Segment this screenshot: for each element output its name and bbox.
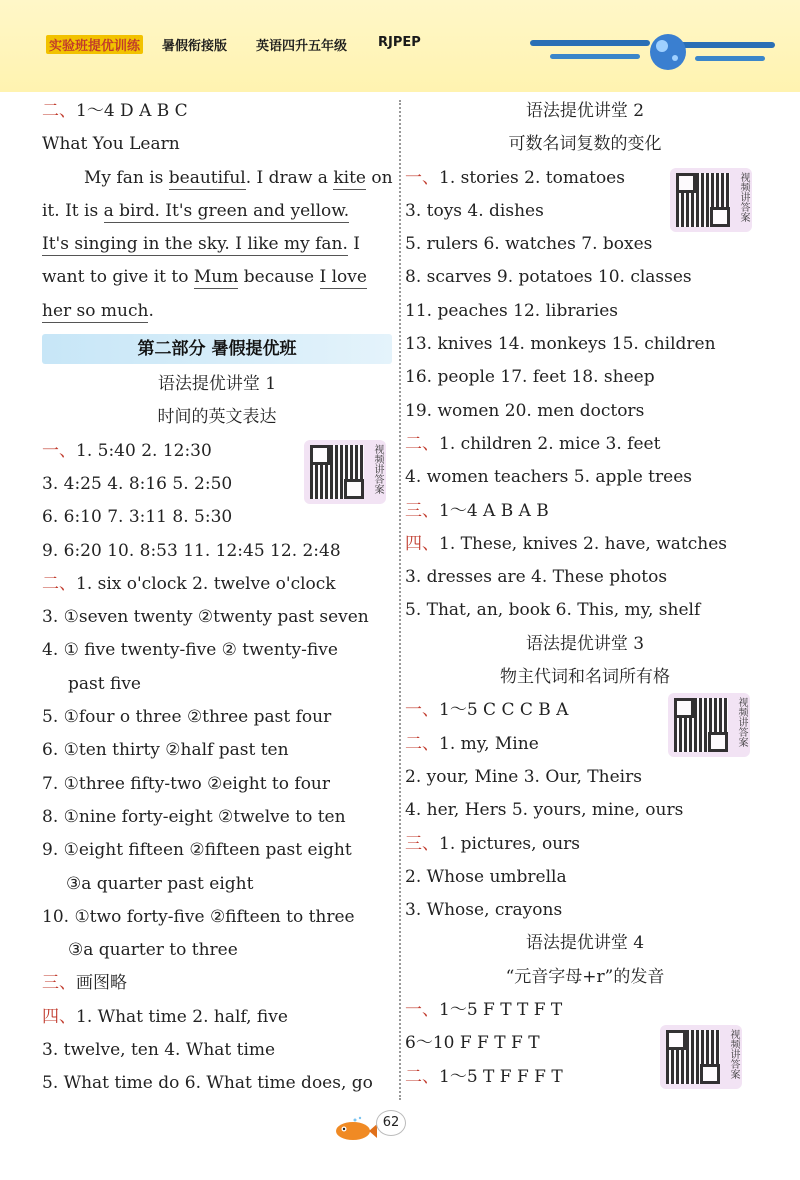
answer-line (42, 668, 392, 701)
left-column (42, 95, 392, 1101)
answer-text: 2. Whose umbrella (405, 866, 567, 887)
answer-text: ③a quarter past eight (66, 873, 254, 894)
answer-text: 11. peaches 12. libraries (405, 300, 618, 321)
qr-code-lesson-1[interactable] (304, 440, 386, 504)
answer-line (42, 834, 392, 867)
answer-line (42, 95, 392, 128)
question-number: 三、 (405, 833, 439, 854)
answer-text: What You Learn (42, 134, 180, 155)
answer-text: 9. 6:20 10. 8:53 11. 12:45 12. 2:48 (42, 540, 341, 561)
answer-line (405, 328, 765, 361)
answer-line (42, 868, 392, 901)
answer-text: 8. scarves 9. potatoes 10. classes (405, 267, 692, 288)
answer-text: ③a quarter to three (68, 940, 238, 961)
answer-line (42, 228, 392, 261)
lesson-1-subtitle: 时间的英文表达 (157, 407, 277, 428)
answer-line (42, 734, 392, 767)
lesson-2-title: 语法提优讲堂 2 (525, 101, 645, 121)
series-brand: 实验班提优训练 (46, 35, 143, 54)
answer-text: it. It is (42, 200, 104, 221)
answer-line (42, 768, 392, 801)
qr-code-lesson-4[interactable] (660, 1025, 742, 1089)
answer-text: 3. ①seven twenty ②twenty past seven (42, 607, 369, 628)
edition-label: 暑假衔接版 (162, 39, 228, 54)
answer-text: 3. dresses are 4. These photos (405, 567, 668, 588)
right-column (405, 95, 765, 1094)
answer-line (405, 761, 765, 794)
question-number: 二、 (405, 1066, 439, 1087)
answer-text: 8. ①nine forty-eight ②twelve to ten (42, 806, 346, 827)
answer-text: . (148, 300, 154, 321)
answer-text: kite (333, 167, 366, 188)
answer-line (42, 501, 392, 534)
answer-text: past five (68, 673, 141, 694)
qr-code-icon (676, 173, 730, 227)
qr-code-lesson-2[interactable] (670, 168, 752, 232)
answer-text: 9. ①eight fifteen ②fifteen past eight (42, 840, 352, 861)
answer-line (405, 395, 765, 428)
page-header (0, 0, 800, 92)
answer-line (405, 861, 765, 894)
lesson-3-title: 语法提优讲堂 3 (525, 633, 645, 654)
answer-text: Mum (193, 267, 239, 288)
answer-line (405, 894, 765, 927)
column-divider (399, 100, 401, 1100)
answer-text: 3. 4:25 4. 8:16 5. 2:50 (42, 473, 233, 494)
answer-text: 5. That, an, book 6. This, my, shelf (405, 600, 701, 621)
answer-line (405, 428, 765, 461)
answer-text: her so much (42, 300, 149, 321)
answer-line (405, 561, 765, 594)
answer-line (405, 994, 765, 1027)
answer-text: My fan is (84, 167, 169, 188)
question-number: 二、 (405, 433, 439, 454)
lesson-4-subtitle: “元音字母+r”的发音 (505, 966, 665, 987)
answer-line (42, 195, 392, 228)
answer-line (405, 295, 765, 328)
answer-text: 5. rulers 6. watches 7. boxes (405, 234, 653, 255)
answer-block-reading (42, 95, 392, 328)
answer-line (42, 601, 392, 634)
qr-label: 视频讲答案 (736, 697, 747, 747)
answer-text: because (238, 267, 320, 288)
question-number: 二、 (42, 101, 76, 121)
answer-line (405, 594, 765, 627)
answer-text: . I draw a (245, 167, 334, 188)
answer-line (42, 701, 392, 734)
answer-text: 1. These, knives 2. have, watches (439, 533, 727, 554)
answer-text: 3. twelve, ten 4. What time (42, 1040, 276, 1061)
answer-text: 6. ①ten thirty ②half past ten (42, 740, 289, 761)
question-number: 三、 (42, 973, 76, 994)
answer-text: 3. Whose, crayons (405, 900, 563, 921)
lesson-4-title: 语法提优讲堂 4 (525, 933, 645, 954)
question-number: 二、 (405, 733, 439, 754)
answer-text: 6. 6:10 7. 3:11 8. 5:30 (42, 507, 233, 528)
answer-text: 19. women 20. men doctors (405, 400, 645, 421)
answer-text: 4. her, Hers 5. yours, mine, ours (405, 800, 684, 821)
header-bar (0, 32, 540, 52)
answer-text: 7. ①three fifty-two ②eight to four (42, 773, 331, 794)
question-number: 一、 (405, 167, 439, 188)
answer-text: 1. my, Mine (439, 733, 539, 754)
answer-text: I (347, 234, 361, 255)
answer-line (42, 295, 392, 328)
answer-block-lesson-1 (42, 435, 392, 1101)
lesson-3-subtitle: 物主代词和名词所有格 (500, 667, 670, 688)
answer-text: 5. What time do 6. What time does, go (42, 1073, 373, 1094)
answer-text: 4. ① five twenty-five ② twenty-five (42, 640, 338, 661)
question-number: 四、 (42, 1006, 76, 1027)
answer-text: a bird. It's green and yellow. (103, 200, 350, 221)
qr-code-icon (310, 445, 364, 499)
answer-text: 16. people 17. feet 18. sheep (405, 367, 655, 388)
answer-text: I love (319, 267, 367, 288)
answer-text: 13. knives 14. monkeys 15. children (405, 334, 716, 355)
lesson-1-title: 语法提优讲堂 1 (157, 374, 277, 395)
answer-line (42, 162, 392, 195)
answer-text: 1～5 C C C B A (439, 700, 569, 721)
question-number: 一、 (405, 1000, 439, 1021)
qr-label: 视频讲答案 (738, 172, 749, 222)
answer-line (42, 1001, 392, 1034)
answer-text: 1. 5:40 2. 12:30 (76, 440, 212, 461)
question-number: 三、 (405, 500, 439, 521)
answer-text: 1. children 2. mice 3. feet (439, 433, 661, 454)
answer-line (405, 461, 765, 494)
answer-text: 5. ①four o three ②three past four (42, 707, 332, 728)
answer-text: 6～10 F F T F T (405, 1033, 540, 1054)
answer-text: 1. stories 2. tomatoes (439, 167, 625, 188)
answer-line (405, 228, 765, 261)
answer-text: 1～4 A B A B (439, 500, 549, 521)
answer-text: beautiful (168, 167, 246, 188)
answer-line (405, 261, 765, 294)
header-decoration (530, 30, 780, 80)
answer-text: 4. women teachers 5. apple trees (405, 467, 692, 488)
question-number: 一、 (405, 700, 439, 721)
answer-text: 2. your, Mine 3. Our, Theirs (405, 766, 642, 787)
answer-text: 10. ①two forty-five ②fifteen to three (42, 906, 355, 927)
answer-text: 3. toys 4. dishes (405, 200, 544, 221)
answer-text: 1. pictures, ours (439, 833, 580, 854)
answer-line (405, 828, 765, 861)
answer-line (42, 261, 392, 294)
qr-label: 视频讲答案 (728, 1029, 739, 1079)
qr-label: 视频讲答案 (372, 444, 383, 494)
subject-label: 英语四升五年级 (256, 39, 348, 54)
qr-code-icon (666, 1030, 720, 1084)
answer-line (42, 967, 392, 1000)
answer-text: 1～4 D A B C (76, 101, 188, 121)
answer-line (42, 128, 392, 161)
answer-text: 1. six o'clock 2. twelve o'clock (76, 573, 336, 594)
answer-line (42, 801, 392, 834)
qr-code-icon (674, 698, 728, 752)
answer-line (405, 361, 765, 394)
qr-code-lesson-3[interactable] (668, 693, 750, 757)
answer-text: 1～5 F T T F T (439, 1000, 563, 1021)
edition-code: RJPEP (378, 35, 421, 50)
question-number: 一、 (42, 440, 76, 461)
page-number: 62 (376, 1110, 406, 1136)
answer-line (405, 528, 765, 561)
answer-line (42, 568, 392, 601)
answer-text: 1～5 T F F F T (439, 1066, 563, 1087)
answer-line (42, 901, 392, 934)
answer-text: It's singing in the sky. I like my fan. (42, 234, 348, 255)
answer-line (42, 1067, 392, 1100)
answer-line (42, 634, 392, 667)
answer-line (405, 495, 765, 528)
answer-text: want to give it to (42, 267, 194, 288)
question-number: 二、 (42, 573, 76, 594)
section-title: 第二部分 暑假提优班 (42, 334, 392, 364)
answer-text: on (365, 167, 393, 188)
answer-line (42, 934, 392, 967)
answer-text: 1. What time 2. half, five (76, 1006, 288, 1027)
lesson-2-subtitle: 可数名词复数的变化 (508, 134, 662, 155)
question-number: 四、 (405, 533, 439, 554)
answer-line (405, 794, 765, 827)
answer-line (42, 535, 392, 568)
fish-mascot-icon (333, 1116, 377, 1142)
answer-line (42, 1034, 392, 1067)
answer-text: 画图略 (76, 973, 127, 994)
